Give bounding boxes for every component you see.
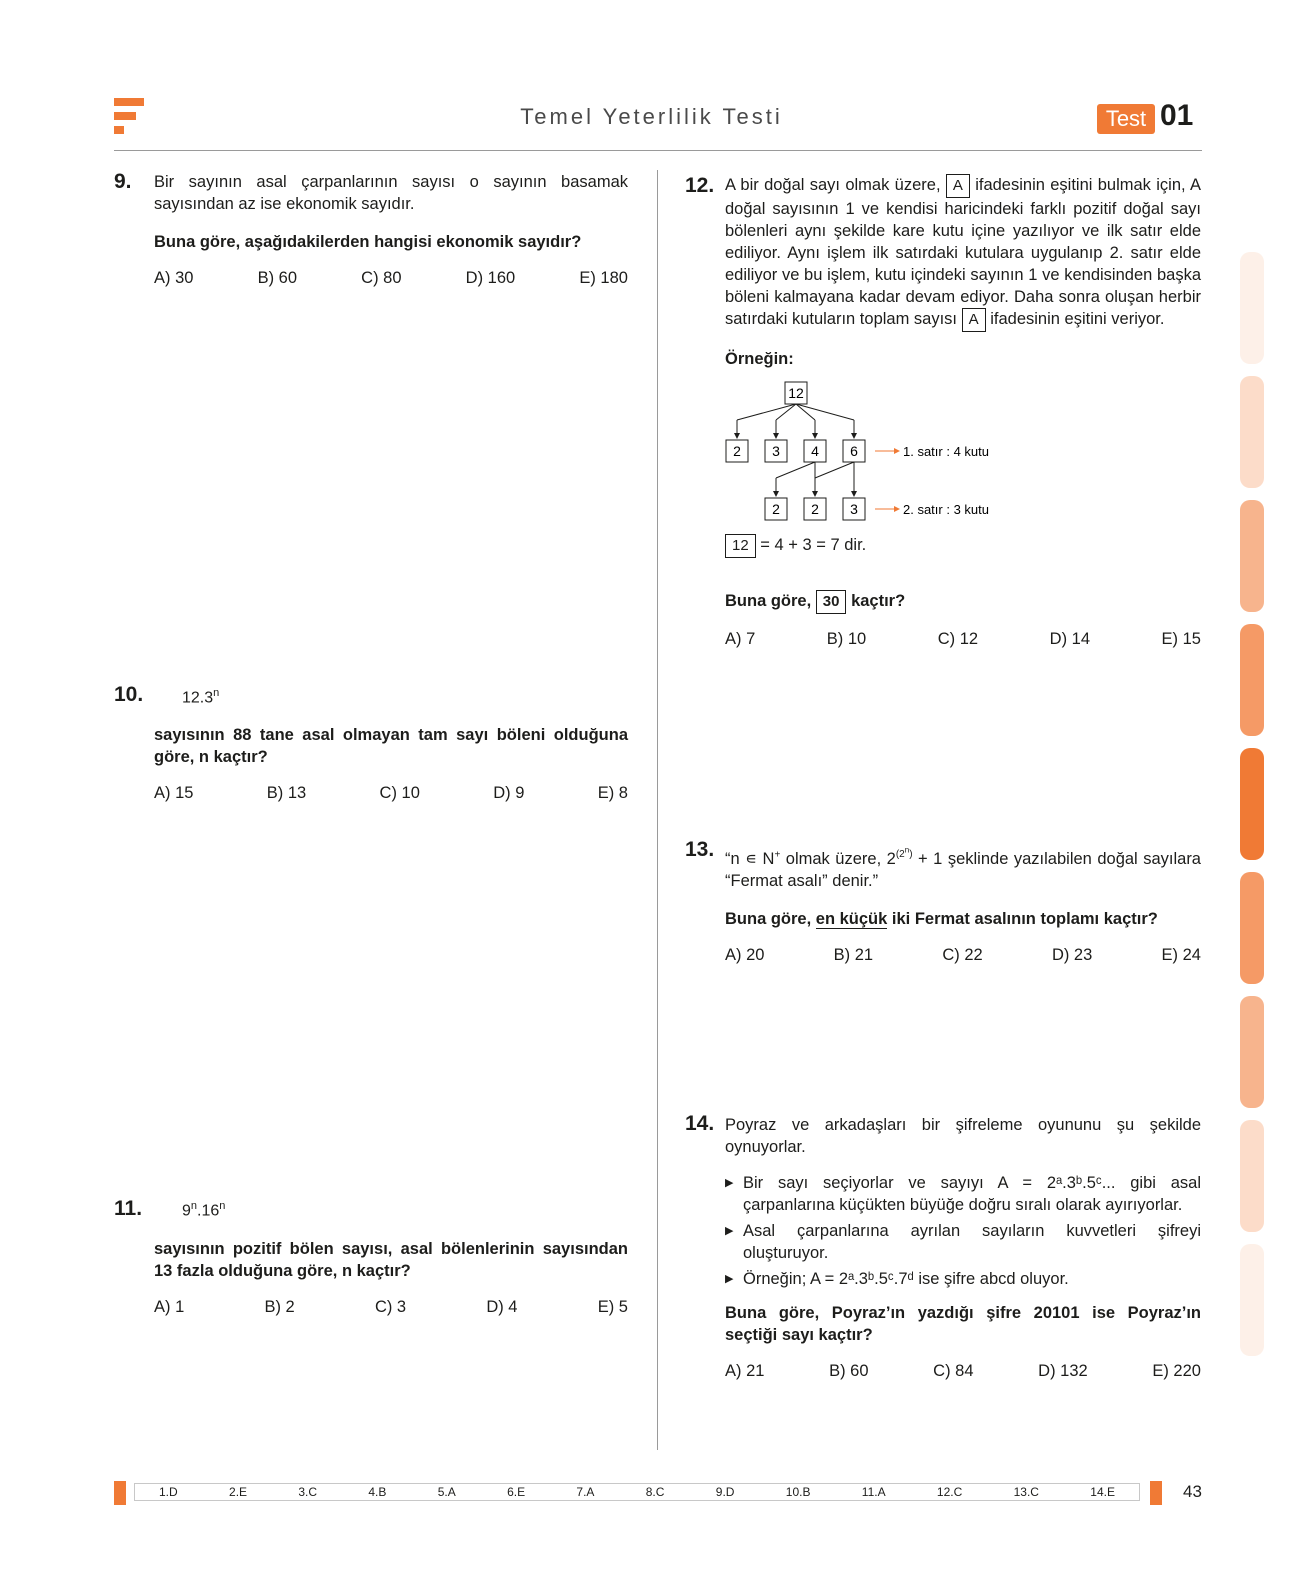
- option-a[interactable]: A) 21: [725, 1362, 765, 1380]
- svg-text:2: 2: [811, 501, 819, 517]
- expr-a-exponent: n: [190, 1200, 198, 1212]
- question-14-text: Poyraz ve arkadaşları bir şifreleme oyununu şu şekilde oynuyorlar.: [725, 1116, 1201, 1156]
- answer-key-item: 5.A: [437, 1485, 456, 1499]
- option-e[interactable]: E) 220: [1152, 1362, 1201, 1380]
- question-11-prompt: sayısının pozitif bölen sayısı, asal bölenlerinin sayısından 13 fazla olduğuna göre, n kaçtır?: [154, 1240, 628, 1280]
- question-13-number: 13.: [685, 838, 715, 861]
- text-b: olmak üzere, 2: [780, 849, 896, 868]
- tree-row-2: [765, 498, 865, 520]
- option-a[interactable]: A) 20: [725, 945, 765, 964]
- option-b[interactable]: B) 60: [829, 1362, 869, 1380]
- svg-text:3: 3: [772, 443, 780, 459]
- expr-base: 12.3: [182, 689, 214, 707]
- box-a: A: [962, 308, 986, 332]
- question-9-prompt: Buna göre, aşağıdakilerden hangisi ekonomik sayıdır?: [154, 233, 582, 251]
- chapter-tab[interactable]: [1240, 872, 1264, 984]
- question-10-prompt: sayısının 88 tane asal olmayan tam sayı böleni olduğuna göre, n kaçtır?: [154, 726, 628, 766]
- question-11: [154, 1238, 628, 1317]
- answer-key-item: 7.A: [576, 1485, 595, 1499]
- example-label: Örneğin:: [725, 350, 794, 368]
- svg-text:2: 2: [772, 501, 780, 517]
- answer-key-item: 10.B: [785, 1485, 811, 1499]
- option-b[interactable]: B) 2: [264, 1298, 295, 1316]
- option-c[interactable]: C) 84: [933, 1362, 974, 1380]
- header-divider: [114, 150, 1202, 151]
- chapter-tab[interactable]: [1240, 624, 1264, 736]
- svg-text:3: 3: [850, 501, 858, 517]
- question-14-prompt: Buna göre, Poyraz’ın yazdığı şifre 20101 ise Poyraz’ın seçtiği sayı kaçtır?: [725, 1304, 1201, 1344]
- page-number: 43: [1183, 1482, 1202, 1501]
- question-12-number: 12.: [685, 174, 715, 197]
- option-a[interactable]: A) 15: [154, 784, 194, 802]
- answer-key-item: 2.E: [229, 1485, 248, 1499]
- question-13-prompt: [725, 908, 1201, 930]
- exp-open: (2: [895, 849, 905, 861]
- option-e[interactable]: E) 5: [597, 1298, 628, 1316]
- option-b[interactable]: B) 13: [266, 784, 307, 802]
- tree-row-1: [726, 440, 865, 462]
- svg-text:6: 6: [850, 443, 858, 459]
- chapter-tab[interactable]: [1240, 1120, 1264, 1232]
- prompt-after: iki Fermat asalının toplamı kaçtır?: [891, 909, 1158, 928]
- result-text: = 4 + 3 = 7 dir.: [760, 536, 867, 554]
- chapter-tab-active[interactable]: [1240, 748, 1264, 860]
- option-a[interactable]: A) 1: [154, 1298, 185, 1316]
- answer-key-item: 12.C: [936, 1485, 963, 1499]
- question-11-options: [154, 1298, 628, 1317]
- option-c[interactable]: C) 10: [379, 784, 420, 802]
- expr-b: .16: [197, 1202, 220, 1220]
- column-divider: [657, 170, 658, 1450]
- prompt-before: Buna göre,: [725, 592, 812, 610]
- question-13-text: [725, 840, 1201, 892]
- text-a-sup: +: [774, 849, 781, 861]
- svg-text:4: 4: [811, 443, 819, 459]
- question-12-options: [725, 630, 1201, 649]
- intro-after: ifadesinin eşitini bulmak için, A doğal sayısının 1 ve kendisi haricindeki farklı pozitif doğal sayı bölenleri aynı şekilde kare kutu içine yazılıyor ve ilk satır elde ediliyor. Aynı işlem ilk satırdaki kutulara uygulanıp 2. satır elde ediliyor ve bu işlem, kutu içindeki sayının 1 ve kendisinden başka böleni kalmayana kadar devam ediyor. Daha sonra oluşan herbir satırdaki kutuların toplam sayısı: [725, 176, 1201, 328]
- option-e[interactable]: E) 24: [1161, 945, 1201, 964]
- question-12: [725, 174, 1201, 649]
- option-c[interactable]: C) 80: [361, 269, 402, 287]
- test-number: 01: [1160, 99, 1194, 132]
- answer-key-item: 6.E: [507, 1485, 526, 1499]
- answer-key-item: 13.C: [1013, 1485, 1039, 1499]
- question-10-number: 10.: [114, 683, 144, 706]
- question-12-prompt: [725, 590, 1201, 614]
- chapter-tab[interactable]: [1240, 996, 1264, 1108]
- text-c: + 1 şeklinde yazılabilen doğal sayılara “Fermat asalı” denir.”: [725, 849, 1201, 890]
- option-a[interactable]: A) 7: [725, 630, 756, 648]
- option-e[interactable]: E) 180: [579, 269, 628, 287]
- bullet-3: ▶ Örneğin; A = 2ᵃ.3ᵇ.5ᶜ.7ᵈ ise şifre abcd oluyor.: [725, 1268, 1201, 1290]
- answer-key-item: 8.C: [645, 1485, 665, 1499]
- option-b[interactable]: B) 60: [257, 269, 298, 287]
- expr-exponent: n: [213, 687, 220, 699]
- example-result: [725, 534, 1201, 558]
- question-13: [725, 840, 1201, 965]
- exp-n: n: [904, 846, 910, 855]
- question-10: [154, 724, 628, 803]
- text-a: “n ∊ N: [725, 849, 775, 868]
- bullet-2: ▶ Asal çarpanlarına ayrılan sayıların kuvvetleri şifreyi oluşturuyor.: [725, 1220, 1201, 1264]
- answer-key-item: 14.E: [1090, 1485, 1115, 1499]
- option-d[interactable]: D) 160: [465, 269, 516, 287]
- option-d[interactable]: D) 9: [493, 784, 525, 802]
- box-a: A: [946, 174, 970, 198]
- bullet-1: ▶ Bir sayı seçiyorlar ve sayıyı A = 2ᵃ.3ᵇ.5ᶜ... gibi asal çarpanlarına küçükten büyüğe doğru sıralı olarak ayırıyorlar.: [725, 1172, 1201, 1216]
- question-9-number: 9.: [114, 170, 132, 193]
- page-title: Temel Yeterlilik Testi: [520, 104, 783, 129]
- option-d[interactable]: D) 23: [1051, 945, 1093, 964]
- row-1-label: 1. satır : 4 kutu: [903, 444, 989, 459]
- prompt-after: kaçtır?: [851, 592, 906, 610]
- result-box: 12: [725, 534, 756, 558]
- option-a[interactable]: A) 30: [154, 269, 194, 287]
- question-14-number: 14.: [685, 1112, 715, 1135]
- question-9: [154, 171, 628, 288]
- answer-key-item: 11.A: [861, 1485, 886, 1499]
- question-box: 30: [816, 590, 847, 614]
- question-14-bullets: [725, 1172, 1201, 1290]
- footer-marker-right: [1150, 1481, 1162, 1505]
- exp-close: ): [909, 849, 913, 861]
- prompt-underlined: en küçük: [815, 909, 888, 928]
- test-badge: Test: [1097, 104, 1155, 134]
- answer-key: [134, 1483, 1140, 1501]
- question-11-expression: [182, 1200, 225, 1220]
- option-c[interactable]: C) 3: [374, 1298, 407, 1316]
- option-e[interactable]: E) 8: [597, 784, 628, 802]
- question-12-text: [725, 174, 1201, 332]
- question-9-options: [154, 269, 628, 288]
- chapter-tab[interactable]: [1240, 252, 1264, 364]
- answer-key-item: 1.D: [159, 1485, 178, 1499]
- question-13-options: [725, 946, 1201, 965]
- svg-text:12: 12: [788, 385, 804, 401]
- option-c[interactable]: C) 12: [937, 630, 979, 648]
- option-b[interactable]: B) 21: [833, 945, 874, 964]
- question-10-options: [154, 784, 628, 803]
- question-14: [725, 1114, 1201, 1381]
- option-d[interactable]: D) 4: [486, 1298, 518, 1316]
- chapter-tab[interactable]: [1240, 1244, 1264, 1356]
- tree-root: [785, 382, 807, 404]
- option-e[interactable]: E) 15: [1161, 630, 1201, 648]
- svg-text:2: 2: [733, 443, 741, 459]
- chapter-tab[interactable]: [1240, 376, 1264, 488]
- expr-a: 9: [182, 1202, 191, 1220]
- answer-key-item: 9.D: [715, 1485, 735, 1499]
- divisor-tree-diagram: [725, 380, 1025, 530]
- row-2-label: 2. satır : 3 kutu: [903, 502, 989, 517]
- question-9-text: Bir sayının asal çarpanlarının sayısı o sayının basamak sayısından az ise ekonomik sayıdır.: [154, 173, 628, 213]
- question-14-options: [725, 1362, 1201, 1381]
- option-d[interactable]: D) 132: [1038, 1362, 1088, 1380]
- intro-before: A bir doğal sayı olmak üzere,: [725, 176, 941, 194]
- footer-marker-left: [114, 1481, 126, 1505]
- answer-key-item: 3.C: [298, 1485, 318, 1499]
- question-10-expression: [182, 687, 219, 707]
- answer-key-item: 4.B: [368, 1485, 387, 1499]
- question-11-number: 11.: [114, 1197, 143, 1220]
- option-d[interactable]: D) 14: [1049, 630, 1091, 648]
- option-c[interactable]: C) 22: [942, 945, 983, 964]
- intro-end: ifadesinin eşitini veriyor.: [990, 310, 1165, 328]
- prompt-before: Buna göre,: [725, 909, 812, 928]
- chapter-tab[interactable]: [1240, 500, 1264, 612]
- option-b[interactable]: B) 10: [826, 630, 867, 648]
- expr-b-exponent: n: [219, 1200, 226, 1212]
